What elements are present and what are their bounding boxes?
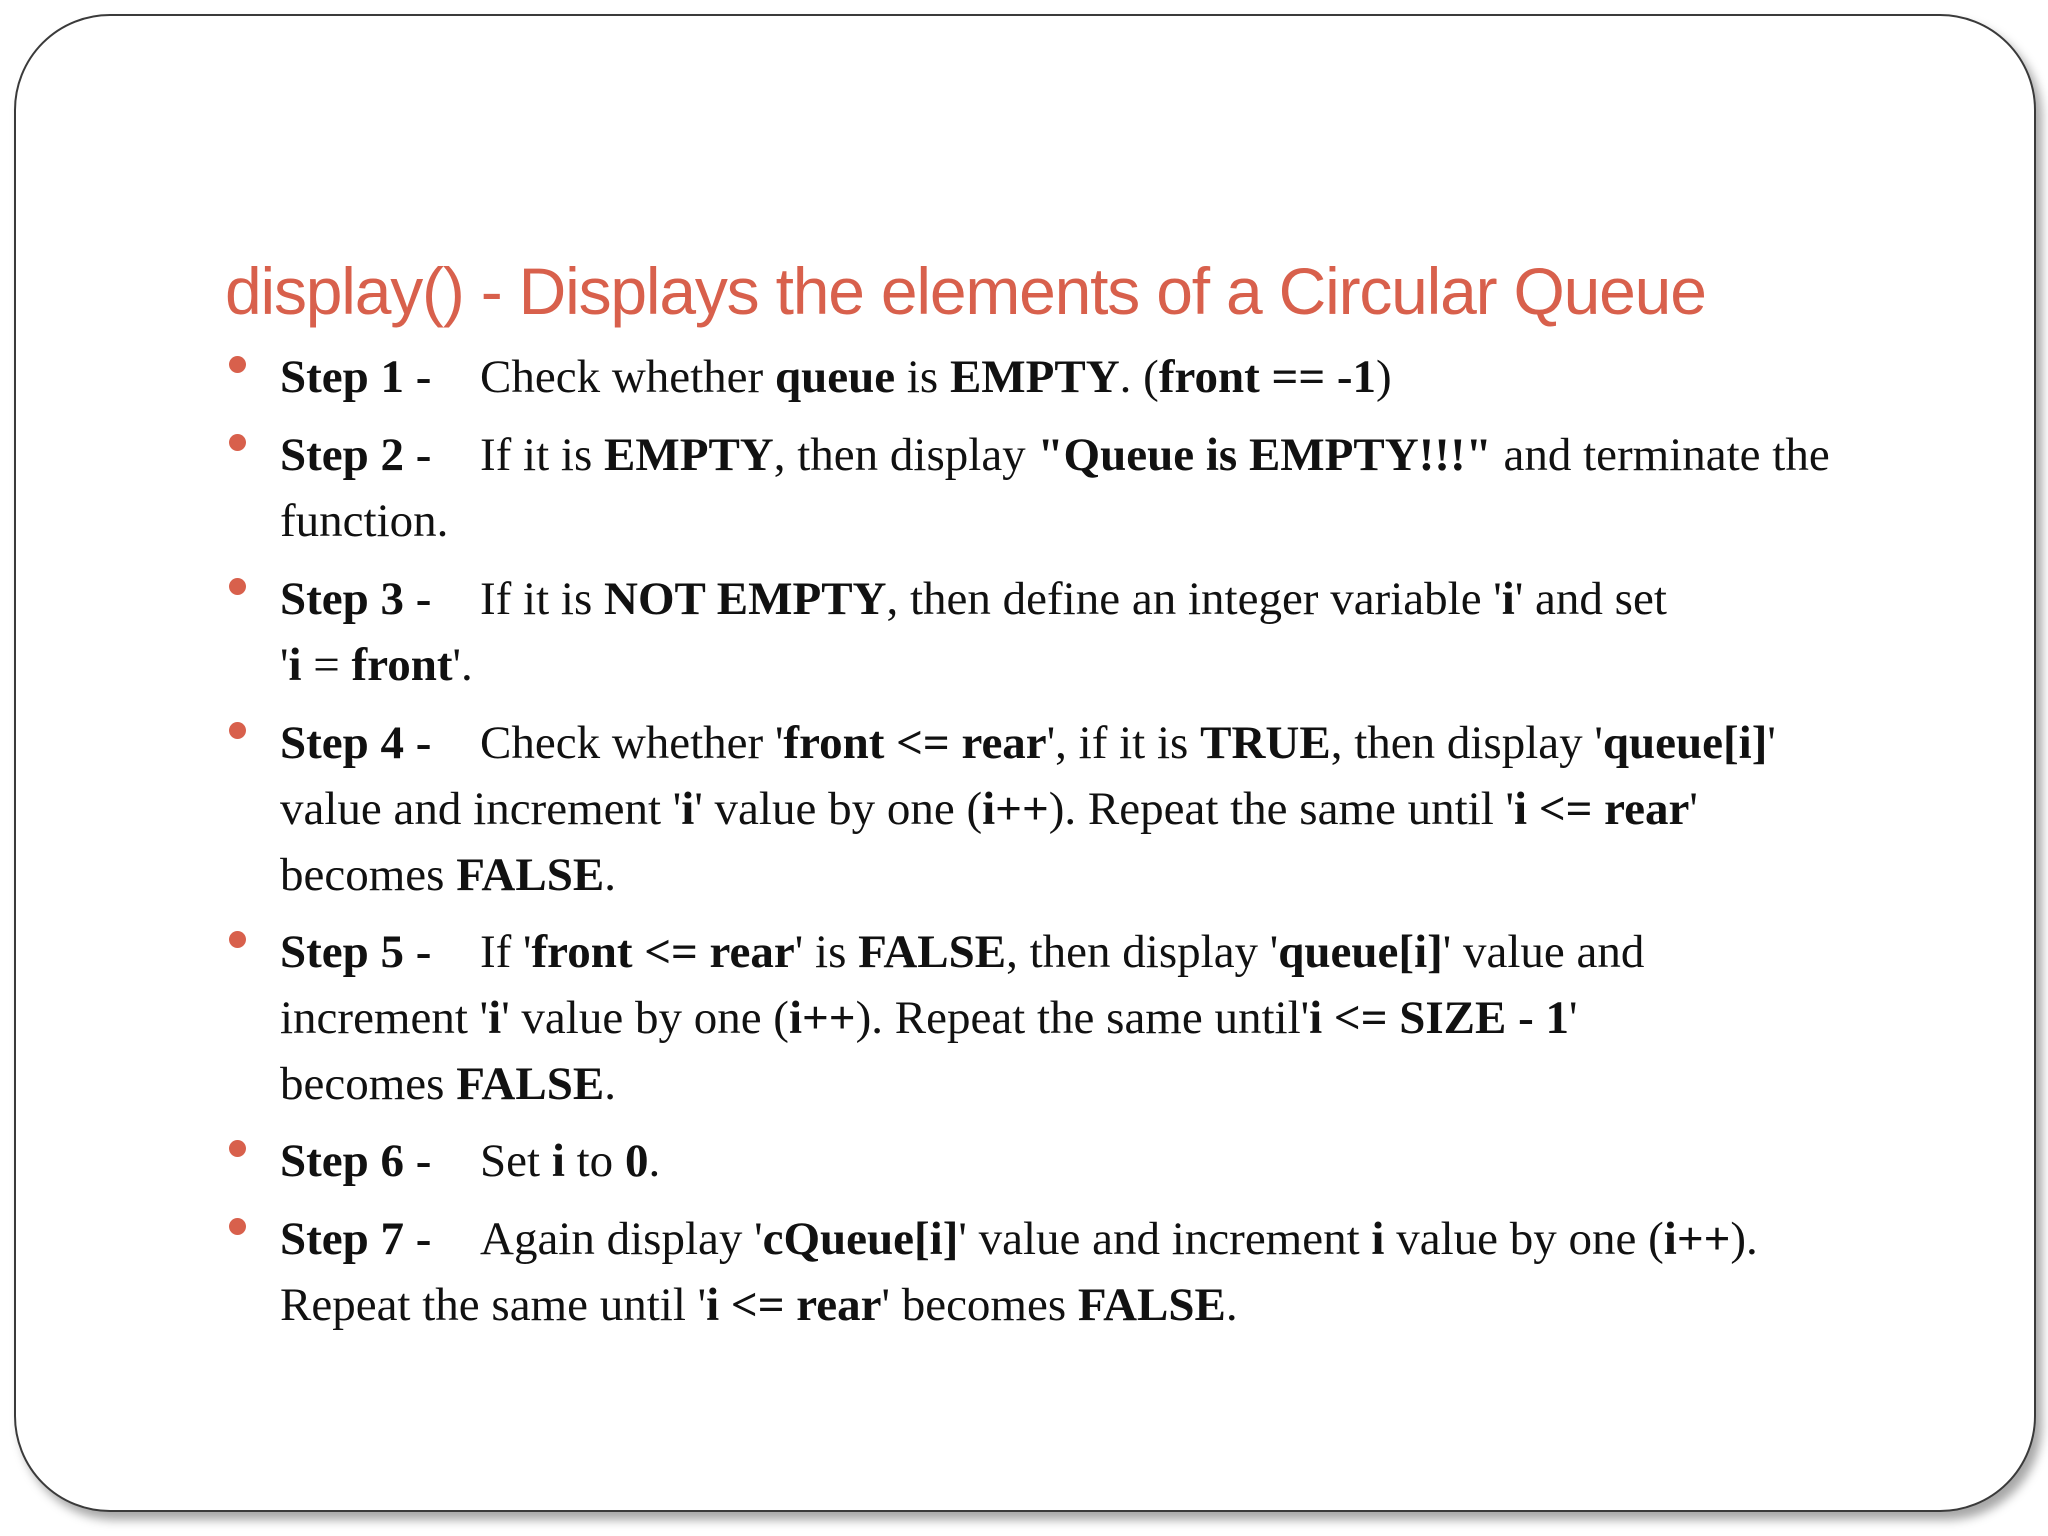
bold-text: i++ <box>788 992 856 1044</box>
text: ' becomes <box>881 1279 1078 1331</box>
bold-text: i <= rear <box>1514 783 1690 835</box>
step-line <box>280 573 1667 625</box>
bold-text: i <box>681 783 695 835</box>
bullet-icon <box>229 578 246 595</box>
text: . ( <box>1119 351 1159 403</box>
text: is <box>895 351 950 403</box>
text: , then display ' <box>1006 926 1279 978</box>
step-line <box>280 717 1776 769</box>
bold-text: i <box>488 992 502 1044</box>
text: , then display <box>773 429 1038 481</box>
step-line <box>280 992 1578 1044</box>
step-line <box>280 1279 1238 1331</box>
step-line <box>280 429 1830 481</box>
text: ). <box>1730 1213 1758 1265</box>
step-line <box>280 1213 1758 1265</box>
bold-text: FALSE <box>1077 1279 1226 1331</box>
text: ' value by one ( <box>501 992 789 1044</box>
text: increment ' <box>280 992 489 1044</box>
text: ' value and increment <box>958 1213 1372 1265</box>
text: Repeat the same until ' <box>280 1279 707 1331</box>
text: ' is <box>794 926 859 978</box>
text: ' <box>1767 717 1776 769</box>
bullet-icon <box>229 356 246 373</box>
bold-text: i++ <box>982 783 1049 835</box>
text: ' value and <box>1442 926 1645 978</box>
text: , then display ' <box>1330 717 1603 769</box>
text: ). Repeat the same until ' <box>1048 783 1515 835</box>
step-label: Step 7 - <box>280 1213 432 1265</box>
text: Set <box>480 1135 552 1187</box>
bold-text: FALSE <box>858 926 1007 978</box>
text: . <box>604 849 616 901</box>
bold-text: 0 <box>624 1135 649 1187</box>
text: value by one ( <box>1384 1213 1664 1265</box>
text: ' <box>1569 992 1578 1044</box>
step-label: Step 1 - <box>280 351 432 403</box>
text: '. <box>452 639 473 691</box>
step-line <box>280 926 1645 978</box>
bold-text: EMPTY <box>949 351 1120 403</box>
step-label: Step 6 - <box>280 1135 432 1187</box>
text: ). Repeat the same until' <box>855 992 1310 1044</box>
text: If it is <box>480 573 605 625</box>
step-label: Step 3 - <box>280 573 432 625</box>
step-line <box>280 351 1392 403</box>
bold-text: i <box>551 1135 565 1187</box>
text: . <box>648 1135 661 1187</box>
bold-text: front <= rear <box>531 926 795 978</box>
text: value and increment ' <box>280 783 682 835</box>
slide-title: display() - Displays the elements of a Circular Queue <box>225 254 1706 328</box>
text: Check whether ' <box>480 717 784 769</box>
bold-text: "Queue is EMPTY!!!" <box>1037 429 1492 481</box>
bullet-icon <box>229 1140 246 1157</box>
step-label: Step 2 - <box>280 429 432 481</box>
step-line <box>280 783 1698 835</box>
text: . <box>604 1058 616 1110</box>
step-line <box>280 1058 616 1110</box>
text: function. <box>280 495 449 547</box>
bold-text: i <box>1371 1213 1385 1265</box>
text: and terminate the <box>1491 429 1830 481</box>
text: Again display ' <box>480 1213 763 1265</box>
text: ' value by one ( <box>694 783 983 835</box>
bold-text: cQueue[i] <box>762 1213 959 1265</box>
bold-text: FALSE <box>456 1058 605 1110</box>
bold-text: i++ <box>1663 1213 1731 1265</box>
bold-text: FALSE <box>456 849 605 901</box>
text: If ' <box>480 926 532 978</box>
bold-text: queue[i] <box>1602 717 1768 769</box>
step-label: Step 5 - <box>280 926 432 978</box>
text: to <box>564 1135 625 1187</box>
step-line <box>280 1135 661 1187</box>
bold-text: i <box>1501 573 1515 625</box>
bold-text: i <= rear <box>706 1279 882 1331</box>
text: = <box>301 639 352 691</box>
bold-text: front <= rear <box>783 717 1047 769</box>
text: becomes <box>280 1058 457 1110</box>
step-line <box>280 849 616 901</box>
bullet-icon <box>229 722 246 739</box>
bold-text: EMPTY <box>604 429 774 481</box>
bullet-icon <box>229 1218 246 1235</box>
bold-text: i <box>288 639 302 691</box>
text: ', if it is <box>1046 717 1201 769</box>
bold-text: TRUE <box>1200 717 1331 769</box>
text: becomes <box>280 849 457 901</box>
step-line <box>280 639 473 691</box>
text: ' and set <box>1514 573 1667 625</box>
text: , then define an integer variable ' <box>886 573 1502 625</box>
bold-text: queue[i] <box>1278 926 1443 978</box>
step-line <box>280 495 449 547</box>
bold-text: i <= SIZE - 1 <box>1309 992 1570 1044</box>
text: ) <box>1376 351 1392 403</box>
text: Check whether <box>480 351 775 403</box>
bullet-icon <box>229 931 246 948</box>
bold-text: front <box>351 639 453 691</box>
bold-text: NOT EMPTY <box>604 573 887 625</box>
step-label: Step 4 - <box>280 717 432 769</box>
text: ' <box>280 639 289 691</box>
text: ' <box>1689 783 1698 835</box>
text: If it is <box>480 429 605 481</box>
bold-text: front == -1 <box>1158 351 1376 403</box>
text: . <box>1225 1279 1238 1331</box>
bold-text: queue <box>774 351 896 403</box>
bullet-icon <box>229 434 246 451</box>
